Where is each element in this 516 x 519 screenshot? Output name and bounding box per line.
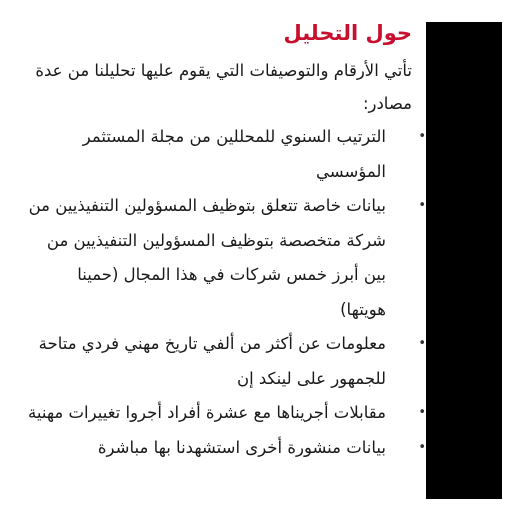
side-black-bar [426,22,502,499]
intro-paragraph: تأتي الأرقام والتوصيفات التي يقوم عليها تحليلنا من عدة مصادر: [35,61,412,113]
bullet-icon: • [418,198,426,213]
bullet-icon: • [418,405,426,420]
list-item-text: مقابلات أجريناها مع عشرة أفراد أجروا تغييرات مهنية [28,403,386,422]
list-item-text: بيانات خاصة تتعلق بتوظيف المسؤولين التنفيذيين من شركة متخصصة بتوظيف المسؤولين التنفيذيين من بين أبرز خمس شركات في هذا المجال (حمينا هويتها) [28,196,386,319]
bullet-icon: • [418,336,426,351]
list-item-text: الترتيب السنوي للمحللين من مجلة المستثمر المؤسسي [82,127,386,181]
list-item-text: بيانات منشورة أخرى استشهدنا بها مباشرة [97,437,386,457]
list-item [20,327,426,396]
bullet-icon: • [418,129,426,144]
section-title: حول التحليل [283,21,412,45]
list-item [20,431,426,466]
list-item [20,120,426,189]
bullet-icon: • [418,439,426,455]
list-item-text: معلومات عن أكثر من ألفي تاريخ مهني فردي متاحة للجمهور على لينكد إن [38,334,386,388]
sources-list [20,120,426,465]
about-analysis-section [20,16,426,465]
list-item [20,189,426,327]
list-item [20,396,426,431]
